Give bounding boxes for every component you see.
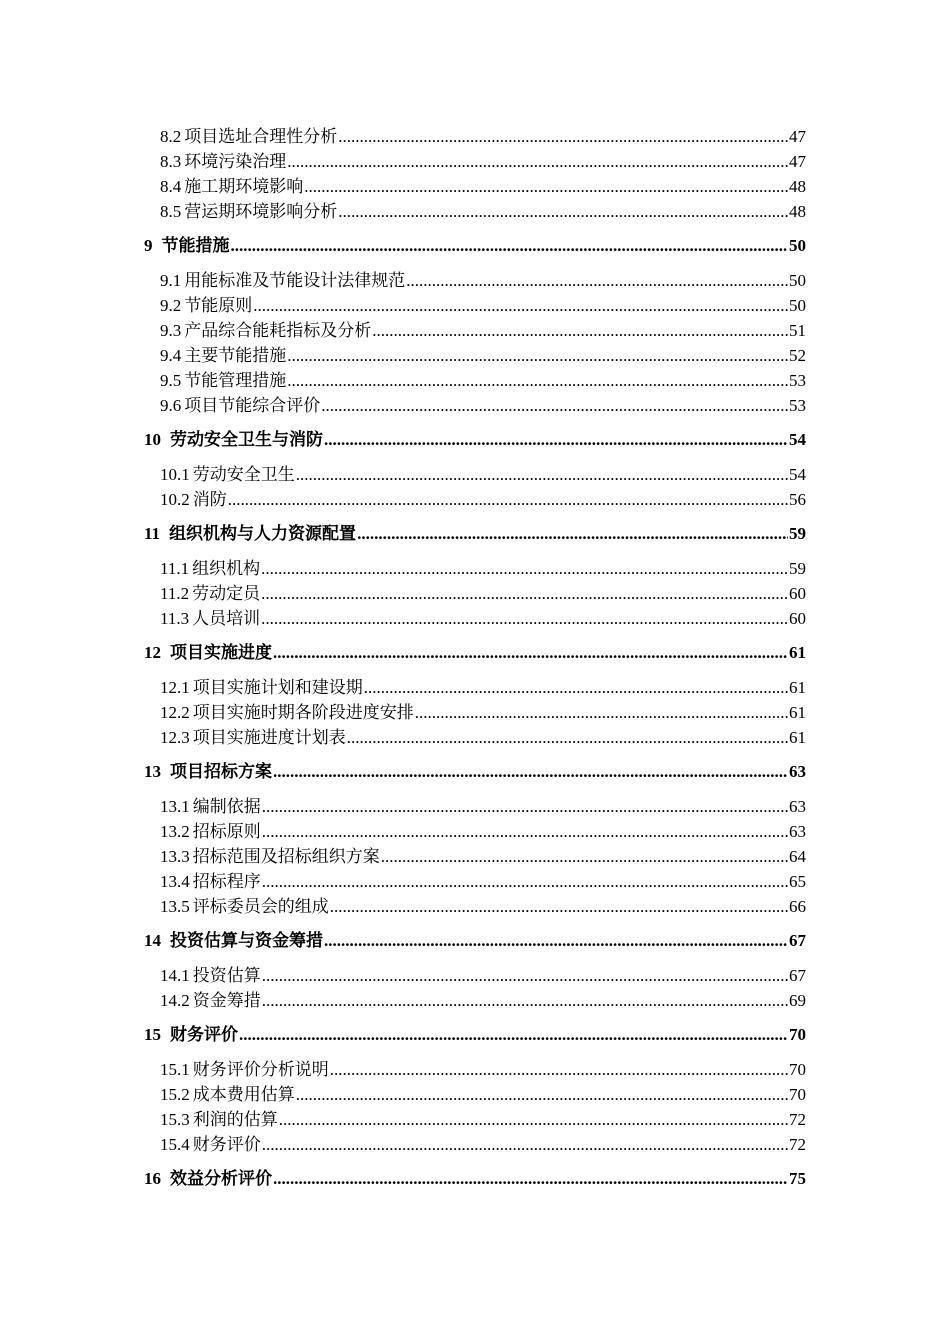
toc-dot-leader (338, 124, 788, 149)
toc-entry-number: 13.5 (160, 897, 190, 916)
toc-entry-number: 12.1 (160, 678, 190, 697)
toc-entry-title: 节能措施 (161, 236, 230, 255)
toc-entry-number: 13.3 (160, 847, 190, 866)
toc-entry-title: 评标委员会的组成 (192, 897, 329, 916)
toc-dot-leader (347, 725, 788, 750)
toc-dot-leader (261, 581, 788, 606)
toc-entry-title: 项目选址合理性分析 (184, 127, 338, 146)
toc-dot-leader (261, 606, 788, 631)
toc-dot-leader (262, 794, 788, 819)
toc-chapter-entry[interactable] (144, 928, 806, 953)
toc-entry-label (160, 844, 380, 869)
toc-entry-number: 9.5 (160, 371, 182, 390)
toc-entry-page: 56 (789, 490, 806, 509)
toc-entry-number: 8.4 (160, 177, 182, 196)
toc-entry-number: 9.4 (160, 346, 182, 365)
toc-entry-label (144, 427, 323, 452)
toc-entry-page: 64 (789, 847, 806, 866)
toc-dot-leader (364, 675, 788, 700)
toc-section-entry[interactable] (144, 487, 806, 512)
toc-dot-leader (273, 640, 788, 665)
toc-section-entry[interactable] (144, 124, 806, 149)
toc-dot-leader (273, 759, 788, 784)
toc-entry-title: 节能管理措施 (184, 371, 287, 390)
toc-section-entry[interactable] (144, 581, 806, 606)
toc-entry-label (160, 174, 303, 199)
toc-chapter-entry[interactable] (144, 1166, 806, 1191)
toc-entry-number: 14.1 (160, 966, 190, 985)
toc-entry-label (160, 988, 261, 1013)
toc-section-entry[interactable] (144, 149, 806, 174)
toc-dot-leader (262, 1132, 788, 1157)
toc-entry-page: 53 (789, 396, 806, 415)
toc-dot-leader (338, 199, 788, 224)
toc-dot-leader (231, 233, 789, 258)
toc-entry-title: 组织机构与人力资源配置 (169, 524, 357, 543)
toc-dot-leader (273, 1166, 788, 1191)
toc-section-entry[interactable] (144, 700, 806, 725)
toc-entry-page: 67 (789, 966, 806, 985)
toc-section-entry[interactable] (144, 1082, 806, 1107)
toc-entry-page: 54 (789, 430, 806, 449)
toc-section-entry[interactable] (144, 819, 806, 844)
toc-entry-label (160, 318, 371, 343)
toc-entry-title: 营运期环境影响分析 (184, 202, 338, 221)
toc-entry-page: 60 (789, 609, 806, 628)
toc-entry-page: 60 (789, 584, 806, 603)
toc-entry-title: 人员培训 (192, 609, 261, 628)
toc-entry-number: 8.2 (160, 127, 182, 146)
toc-entry-label (160, 149, 286, 174)
toc-section-entry[interactable] (144, 556, 806, 581)
toc-entry-page: 50 (789, 236, 806, 255)
toc-entry-title: 项目实施时期各阶段进度安排 (192, 703, 414, 722)
toc-entry-title: 项目实施进度 (170, 643, 272, 662)
toc-entry-title: 用能标准及节能设计法律规范 (184, 271, 406, 290)
toc-entry-page: 61 (789, 703, 806, 722)
toc-entry-number: 11.2 (160, 584, 190, 603)
toc-dot-leader (262, 869, 788, 894)
toc-dot-leader (262, 988, 788, 1013)
toc-entry-number: 8.3 (160, 152, 182, 171)
toc-dot-leader (324, 928, 788, 953)
toc-section-entry[interactable] (144, 894, 806, 919)
toc-entry-page: 48 (789, 202, 806, 221)
toc-entry-page: 70 (789, 1060, 806, 1079)
toc-dot-leader (321, 393, 788, 418)
toc-entry-label (160, 675, 363, 700)
toc-entry-number: 9.2 (160, 296, 182, 315)
toc-entry-label (160, 293, 252, 318)
toc-entry-title: 项目节能综合评价 (184, 396, 321, 415)
toc-entry-label (160, 1132, 261, 1157)
toc-dot-leader (381, 844, 788, 869)
toc-section-entry[interactable] (144, 368, 806, 393)
toc-dot-leader (228, 487, 788, 512)
toc-dot-leader (330, 1057, 788, 1082)
toc-entry-label (160, 393, 320, 418)
toc-entry-page: 53 (789, 371, 806, 390)
toc-section-entry[interactable] (144, 293, 806, 318)
toc-entry-number: 16 (144, 1169, 161, 1188)
toc-entry-number: 9 (144, 236, 153, 255)
toc-dot-leader (287, 343, 788, 368)
toc-entry-title: 财务评价 (170, 1025, 238, 1044)
toc-chapter-entry[interactable] (144, 640, 806, 665)
toc-section-entry[interactable] (144, 794, 806, 819)
toc-entry-page: 63 (789, 822, 806, 841)
toc-entry-label (160, 581, 260, 606)
toc-entry-title: 施工期环境影响 (184, 177, 304, 196)
toc-entry-label (160, 343, 286, 368)
toc-section-entry[interactable] (144, 393, 806, 418)
toc-entry-number: 11 (144, 524, 161, 543)
toc-entry-number: 13.1 (160, 797, 190, 816)
toc-entry-number: 9.6 (160, 396, 182, 415)
toc-section-entry[interactable] (144, 318, 806, 343)
toc-dot-leader (406, 268, 788, 293)
toc-entry-number: 9.3 (160, 321, 182, 340)
toc-entry-page: 63 (789, 762, 806, 781)
toc-dot-leader (253, 293, 788, 318)
toc-entry-title: 投资估算 (192, 966, 261, 985)
toc-entry-title: 主要节能措施 (184, 346, 287, 365)
toc-entry-label (160, 725, 346, 750)
toc-entry-number: 13.2 (160, 822, 190, 841)
toc-entry-number: 12.3 (160, 728, 190, 747)
toc-entry-page: 65 (789, 872, 806, 891)
toc-dot-leader (324, 427, 788, 452)
toc-entry-page: 63 (789, 797, 806, 816)
toc-entry-label (160, 869, 261, 894)
toc-entry-number: 15.1 (160, 1060, 190, 1079)
toc-entry-label (160, 462, 295, 487)
toc-dot-leader (296, 1082, 788, 1107)
toc-entry-label (160, 1082, 295, 1107)
toc-dot-leader (279, 1107, 788, 1132)
toc-entry-page: 69 (789, 991, 806, 1010)
toc-entry-label (160, 794, 261, 819)
toc-entry-page: 61 (789, 678, 806, 697)
toc-section-entry[interactable] (144, 174, 806, 199)
toc-entry-number: 8.5 (160, 202, 182, 221)
toc-entry-label (144, 640, 272, 665)
toc-section-entry[interactable] (144, 1057, 806, 1082)
toc-entry-label (144, 759, 272, 784)
toc-entry-number: 11.1 (160, 559, 190, 578)
toc-entry-label (144, 1022, 238, 1047)
toc-entry-number: 14 (144, 931, 161, 950)
toc-section-entry[interactable] (144, 725, 806, 750)
toc-entry-page: 72 (789, 1135, 806, 1154)
toc-entry-label (160, 700, 414, 725)
toc-entry-label (160, 268, 405, 293)
toc-entry-number: 15.3 (160, 1110, 190, 1129)
toc-entry-number: 10.2 (160, 490, 190, 509)
toc-entry-title: 成本费用估算 (192, 1085, 295, 1104)
toc-entry-number: 15.2 (160, 1085, 190, 1104)
toc-entry-page: 67 (789, 931, 806, 950)
toc-entry-number: 9.1 (160, 271, 182, 290)
toc-entry-title: 环境污染治理 (184, 152, 287, 171)
toc-entry-title: 财务评价分析说明 (192, 1060, 329, 1079)
toc-dot-leader (372, 318, 788, 343)
toc-dot-leader (415, 700, 788, 725)
toc-entry-page: 70 (789, 1085, 806, 1104)
toc-entry-title: 项目实施计划和建设期 (192, 678, 363, 697)
toc-section-entry[interactable] (144, 199, 806, 224)
toc-section-entry[interactable] (144, 675, 806, 700)
toc-entry-label (160, 819, 261, 844)
toc-dot-leader (287, 149, 788, 174)
toc-entry-page: 61 (789, 643, 806, 662)
toc-entry-page: 51 (789, 321, 806, 340)
toc-entry-page: 54 (789, 465, 806, 484)
toc-entry-number: 13.4 (160, 872, 190, 891)
toc-chapter-entry[interactable] (144, 521, 806, 546)
toc-entry-title: 财务评价 (192, 1135, 261, 1154)
toc-entry-title: 消防 (192, 490, 227, 509)
toc-entry-title: 劳动安全卫生 (192, 465, 295, 484)
toc-entry-label (144, 928, 323, 953)
toc-section-entry[interactable] (144, 462, 806, 487)
toc-entry-page: 66 (789, 897, 806, 916)
toc-entry-title: 劳动安全卫生与消防 (170, 430, 323, 449)
toc-section-entry[interactable] (144, 268, 806, 293)
toc-chapter-entry[interactable] (144, 759, 806, 784)
toc-entry-page: 50 (789, 271, 806, 290)
toc-entry-number: 10 (144, 430, 161, 449)
toc-entry-page: 72 (789, 1110, 806, 1129)
toc-entry-label (160, 1057, 329, 1082)
toc-entry-number: 12.2 (160, 703, 190, 722)
toc-entry-number: 13 (144, 762, 161, 781)
toc-entry-label (160, 606, 260, 631)
toc-entry-label (160, 556, 260, 581)
toc-entry-page: 61 (789, 728, 806, 747)
toc-entry-title: 项目招标方案 (170, 762, 272, 781)
toc-entry-title: 招标原则 (192, 822, 261, 841)
toc-entry-title: 节能原则 (184, 296, 253, 315)
toc-entry-label (160, 1107, 278, 1132)
toc-dot-leader (239, 1022, 788, 1047)
toc-entry-label (160, 124, 337, 149)
toc-entry-title: 组织机构 (192, 559, 261, 578)
toc-section-entry[interactable] (144, 606, 806, 631)
toc-entry-label (160, 368, 286, 393)
toc-section-entry[interactable] (144, 869, 806, 894)
toc-entry-label (160, 894, 329, 919)
toc-section-entry[interactable] (144, 963, 806, 988)
toc-entry-number: 10.1 (160, 465, 190, 484)
toc-entry-page: 75 (789, 1169, 806, 1188)
toc-section-entry[interactable] (144, 343, 806, 368)
toc-entry-title: 招标范围及招标组织方案 (192, 847, 380, 866)
toc-entry-number: 15.4 (160, 1135, 190, 1154)
toc-dot-leader (304, 174, 788, 199)
toc-entry-number: 11.3 (160, 609, 190, 628)
toc-chapter-entry[interactable] (144, 427, 806, 452)
toc-entry-label (144, 1166, 272, 1191)
toc-entry-title: 效益分析评价 (170, 1169, 272, 1188)
toc-entry-page: 47 (789, 127, 806, 146)
toc-section-entry[interactable] (144, 988, 806, 1013)
toc-entry-title: 利润的估算 (192, 1110, 278, 1129)
toc-entry-title: 项目实施进度计划表 (192, 728, 346, 747)
toc-entry-title: 招标程序 (192, 872, 261, 891)
toc-entry-page: 52 (789, 346, 806, 365)
toc-entry-title: 资金筹措 (192, 991, 261, 1010)
toc-dot-leader (357, 521, 788, 546)
toc-entry-page: 59 (789, 559, 806, 578)
toc-entry-number: 12 (144, 643, 161, 662)
toc-entry-page: 59 (789, 524, 806, 543)
toc-dot-leader (262, 819, 788, 844)
toc-entry-label (160, 487, 227, 512)
toc-entry-page: 47 (789, 152, 806, 171)
toc-dot-leader (261, 556, 788, 581)
toc-entry-title: 产品综合能耗指标及分析 (184, 321, 372, 340)
toc-section-entry[interactable] (144, 844, 806, 869)
toc-entry-label (160, 199, 337, 224)
toc-section-entry[interactable] (144, 1107, 806, 1132)
toc-dot-leader (262, 963, 788, 988)
toc-entry-title: 投资估算与资金筹措 (170, 931, 323, 950)
toc-dot-leader (330, 894, 788, 919)
toc-entry-title: 劳动定员 (192, 584, 261, 603)
toc-dot-leader (287, 368, 788, 393)
toc-entry-page: 70 (789, 1025, 806, 1044)
toc-entry-number: 15 (144, 1025, 161, 1044)
toc-entry-page: 50 (789, 296, 806, 315)
table-of-contents (144, 124, 806, 1201)
toc-chapter-entry[interactable] (144, 1022, 806, 1047)
toc-chapter-entry[interactable] (144, 233, 806, 258)
toc-entry-label (144, 233, 230, 258)
toc-entry-label (160, 963, 261, 988)
toc-dot-leader (296, 462, 788, 487)
toc-section-entry[interactable] (144, 1132, 806, 1157)
toc-entry-page: 48 (789, 177, 806, 196)
toc-entry-number: 14.2 (160, 991, 190, 1010)
toc-entry-title: 编制依据 (192, 797, 261, 816)
toc-entry-label (144, 521, 356, 546)
